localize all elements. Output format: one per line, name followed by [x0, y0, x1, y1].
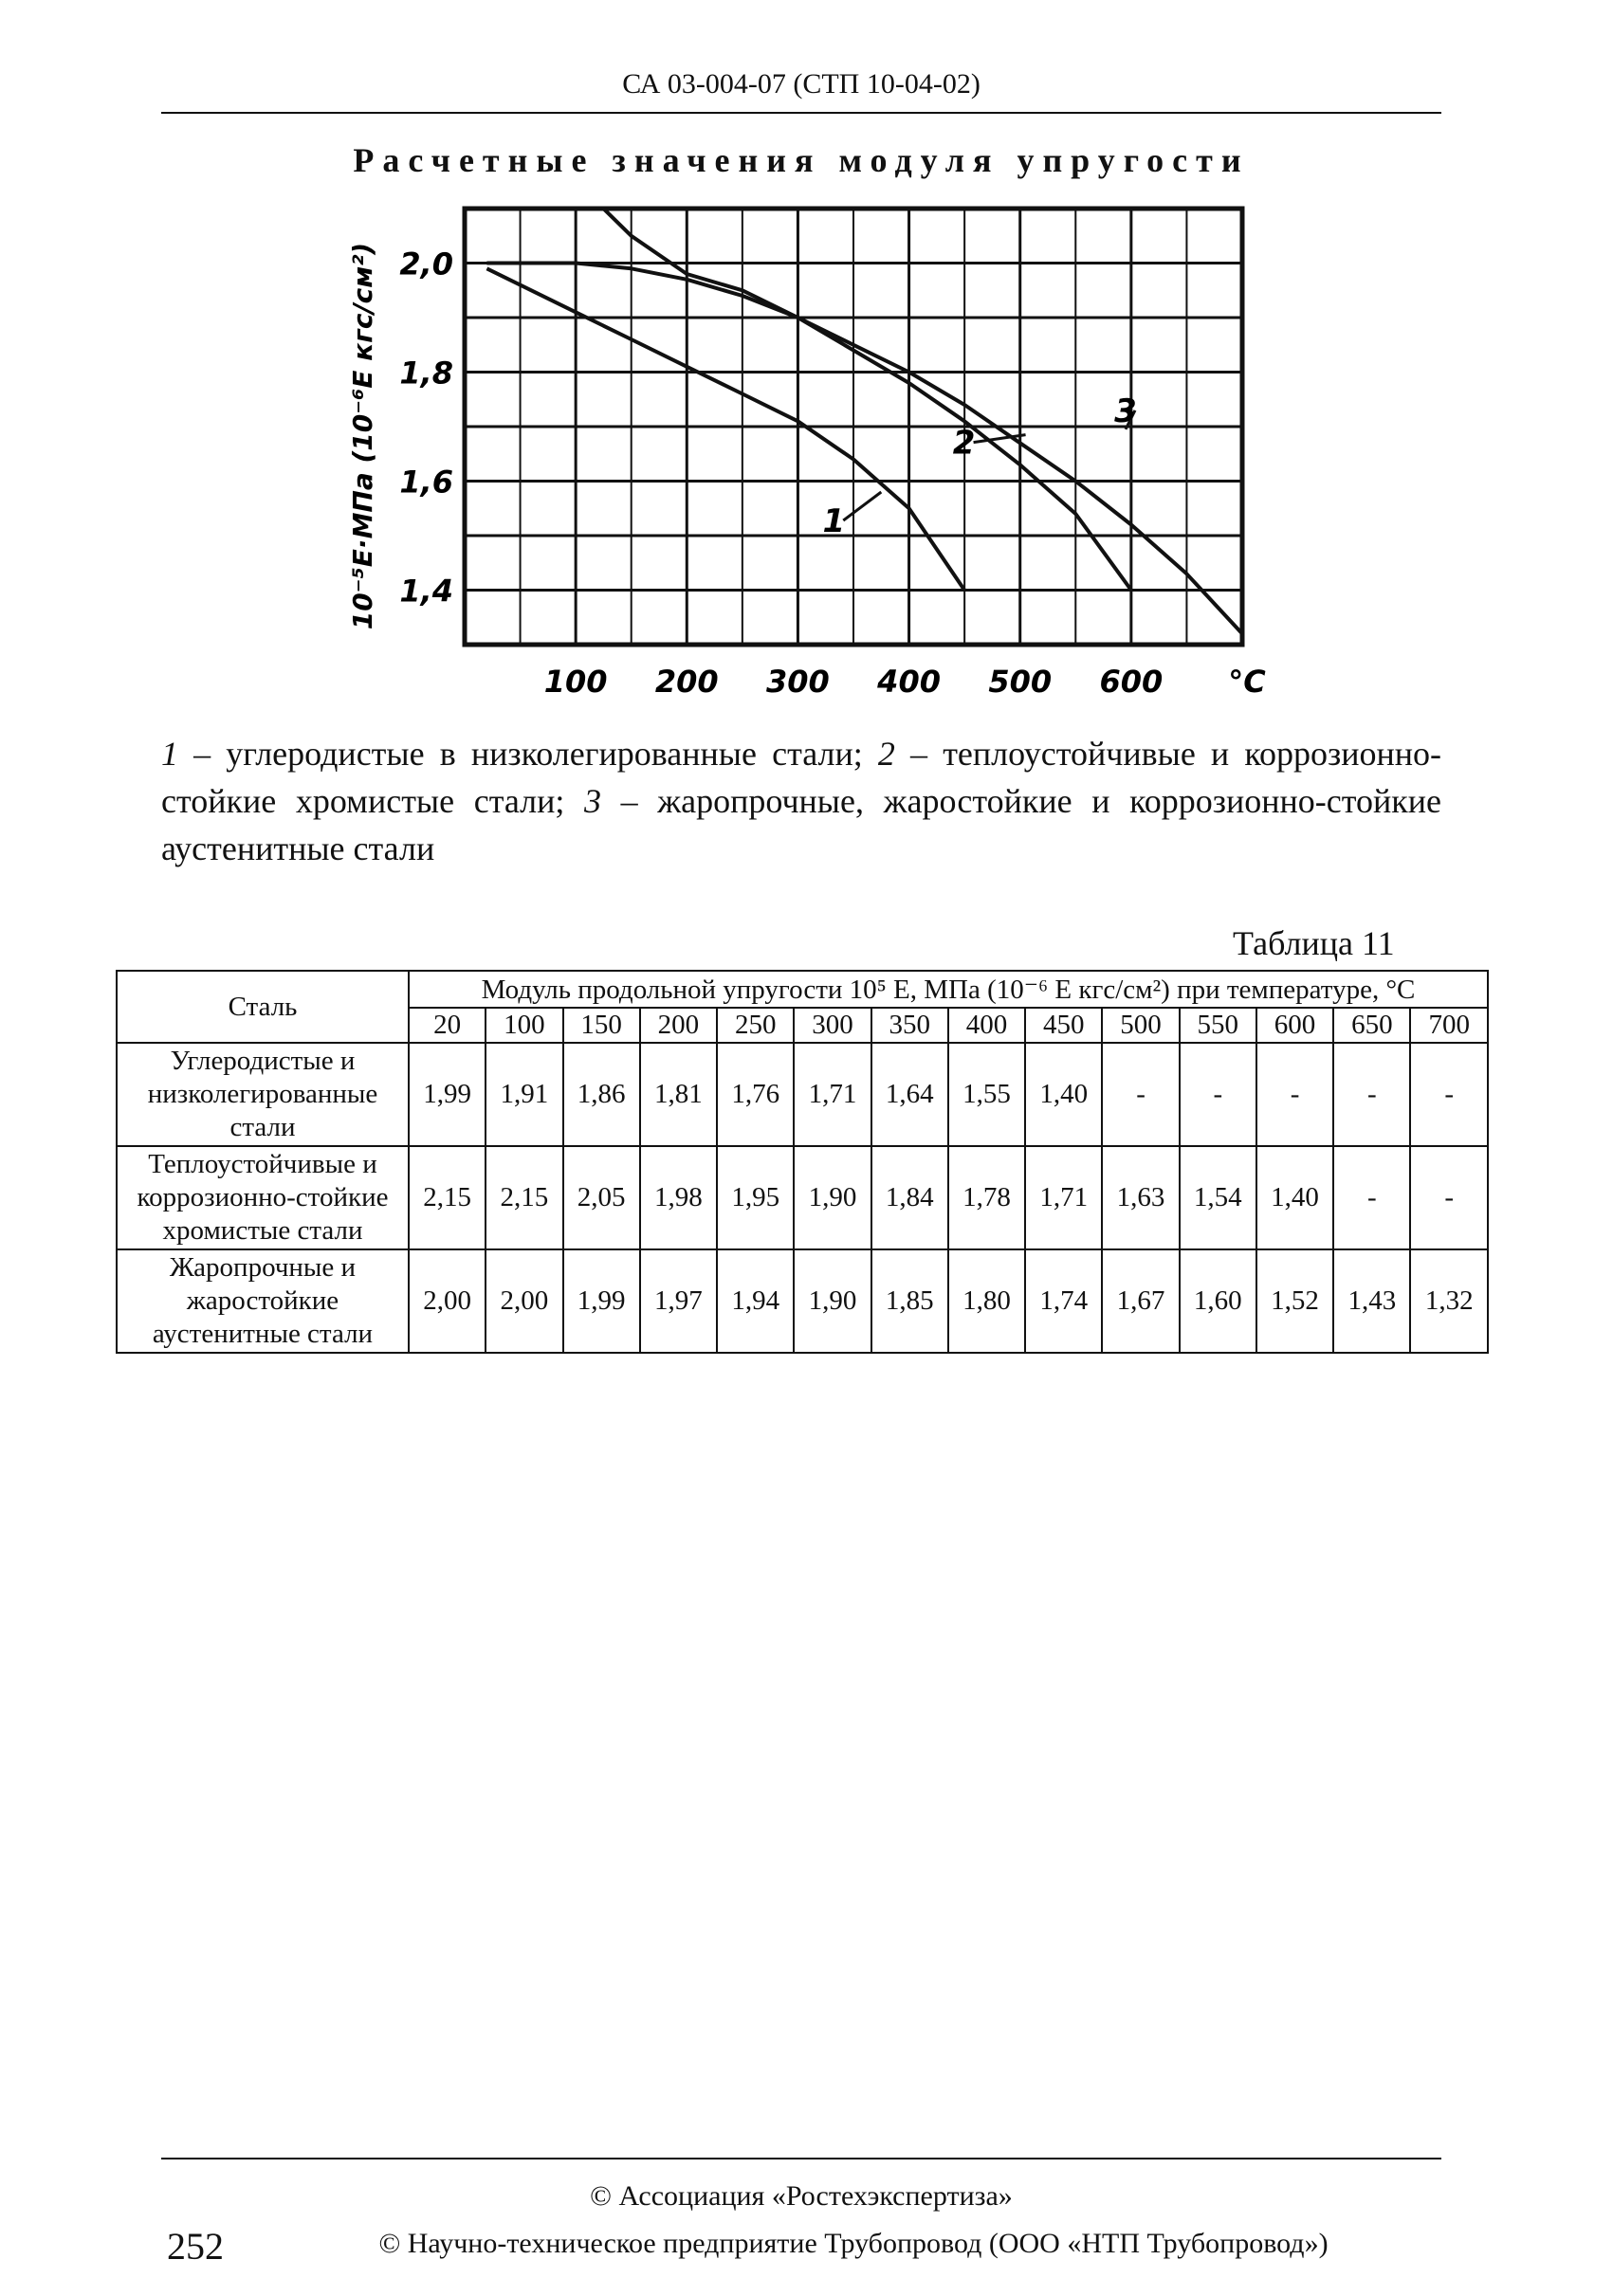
caption-text-2: – теплоустойчивые и коррозионно-стойкие хромистые стали; [161, 735, 1442, 820]
value-cell: 1,90 [794, 1249, 871, 1353]
y-axis-label: 10⁻⁵E·МПа (10⁻⁶E кгс/см²) [347, 242, 378, 630]
value-cell: - [1410, 1043, 1488, 1146]
value-cell: 1,76 [717, 1043, 794, 1146]
steel-name-cell: Жаропрочные и жаростойкие аустенитные стали [117, 1249, 409, 1353]
x-tick-label: 200 [654, 664, 719, 700]
value-cell: 1,94 [717, 1249, 794, 1353]
caption-text-1: – углеродистые в низколегированные стали; [178, 735, 878, 773]
steel-name-cell: Теплоустойчивые и коррозионно-стойкие хромистые стали [117, 1146, 409, 1249]
footer-copyright-2: © Научно-техническое предприятие Трубопровод (ООО «НТП Трубопровод») [378, 2228, 1329, 2259]
temp-header: 500 [1102, 1008, 1179, 1043]
footer-copyright-1: © Ассоциация «Ростехэкспертиза» [590, 2180, 1013, 2212]
col-header-steel: Сталь [117, 971, 409, 1043]
value-cell: 1,98 [640, 1146, 717, 1249]
x-tick-label: 600 [1099, 664, 1164, 700]
value-cell: 1,81 [640, 1043, 717, 1146]
temp-header: 350 [871, 1008, 948, 1043]
temp-header: 550 [1180, 1008, 1256, 1043]
elastic-modulus-chart [341, 199, 1290, 730]
x-tick-label: 300 [766, 664, 830, 700]
value-cell: 1,85 [871, 1249, 948, 1353]
temp-header: 150 [563, 1008, 640, 1043]
value-cell: 2,00 [409, 1249, 486, 1353]
figure-caption [161, 730, 1441, 872]
modulus-table [116, 970, 1489, 1354]
value-cell: 1,99 [563, 1249, 640, 1353]
value-cell: 1,99 [409, 1043, 486, 1146]
value-cell: 1,97 [640, 1249, 717, 1353]
caption-num-1: 1 [161, 735, 178, 773]
temp-header: 650 [1333, 1008, 1410, 1043]
value-cell: 1,78 [948, 1146, 1025, 1249]
document-code-header: СА 03-004-07 (СТП 10-04-02) [622, 68, 981, 100]
value-cell: 2,15 [486, 1146, 562, 1249]
y-tick-label: 1,8 [399, 355, 453, 392]
temp-header: 200 [640, 1008, 717, 1043]
value-cell: 1,71 [794, 1043, 871, 1146]
series-1-label: 1 [822, 502, 846, 540]
value-cell: 1,63 [1102, 1146, 1179, 1249]
col-header-modulus: Модуль продольной упругости 10⁵ E, МПа (10⁻⁶ E кгс/см²) при температуре, °С [409, 971, 1488, 1008]
caption-num-3: 3 [584, 782, 602, 820]
value-cell: 1,43 [1333, 1249, 1410, 1353]
value-cell: 1,40 [1025, 1043, 1102, 1146]
table-body [117, 1043, 1488, 1353]
temp-header: 700 [1410, 1008, 1488, 1043]
x-tick-label: 500 [988, 664, 1053, 700]
temp-header: 100 [486, 1008, 562, 1043]
value-cell: - [1102, 1043, 1179, 1146]
value-cell: 1,90 [794, 1146, 871, 1249]
x-axis-unit-label: °C [1228, 664, 1266, 700]
x-tick-label: 100 [543, 664, 608, 700]
temp-header: 400 [948, 1008, 1025, 1043]
value-cell: 1,74 [1025, 1249, 1102, 1353]
temp-header: 20 [409, 1008, 486, 1043]
value-cell: 1,80 [948, 1249, 1025, 1353]
y-tick-label: 1,6 [399, 464, 453, 501]
value-cell: 1,67 [1102, 1249, 1179, 1353]
caption-text-3: – жаропрочные, жаростойкие и коррозионно-стойкие аустенитные стали [161, 782, 1441, 867]
value-cell: 1,91 [486, 1043, 562, 1146]
y-tick-label: 2,0 [399, 246, 453, 282]
value-cell: 2,15 [409, 1146, 486, 1249]
temp-header: 250 [717, 1008, 794, 1043]
value-cell: - [1256, 1043, 1333, 1146]
temp-header: 450 [1025, 1008, 1102, 1043]
value-cell: 1,54 [1180, 1146, 1256, 1249]
value-cell: 1,32 [1410, 1249, 1488, 1353]
table-row [117, 1146, 1488, 1249]
value-cell: 1,95 [717, 1146, 794, 1249]
page-number: 252 [167, 2225, 224, 2268]
figure-title: Расчетные значения модуля упругости [353, 141, 1250, 179]
series-3-label: 3 [1114, 392, 1137, 430]
value-cell: 2,05 [563, 1146, 640, 1249]
caption-num-2: 2 [877, 735, 895, 773]
value-cell: - [1333, 1146, 1410, 1249]
table-row [117, 1249, 1488, 1353]
series-2-line [486, 199, 1131, 591]
footer-rule [161, 2158, 1441, 2159]
value-cell: 1,86 [563, 1043, 640, 1146]
series-1-leader [843, 492, 881, 520]
value-cell: 1,52 [1256, 1249, 1333, 1353]
value-cell: 1,64 [871, 1043, 948, 1146]
table-row [117, 1043, 1488, 1146]
value-cell: - [1333, 1043, 1410, 1146]
value-cell: 1,55 [948, 1043, 1025, 1146]
table-header-row-1 [117, 971, 1488, 1008]
x-tick-label: 400 [877, 664, 941, 700]
temp-header: 300 [794, 1008, 871, 1043]
temp-header: 600 [1256, 1008, 1333, 1043]
value-cell: - [1410, 1146, 1488, 1249]
steel-name-cell: Углеродистые и низколегированные стали [117, 1043, 409, 1146]
value-cell: 2,00 [486, 1249, 562, 1353]
value-cell: 1,84 [871, 1146, 948, 1249]
header-rule [161, 112, 1441, 114]
table-label: Таблица 11 [1233, 924, 1395, 962]
series-2-label: 2 [952, 424, 976, 463]
y-tick-label: 1,4 [399, 573, 453, 610]
value-cell: 1,40 [1256, 1146, 1333, 1249]
value-cell: 1,60 [1180, 1249, 1256, 1353]
value-cell: 1,71 [1025, 1146, 1102, 1249]
value-cell: - [1180, 1043, 1256, 1146]
